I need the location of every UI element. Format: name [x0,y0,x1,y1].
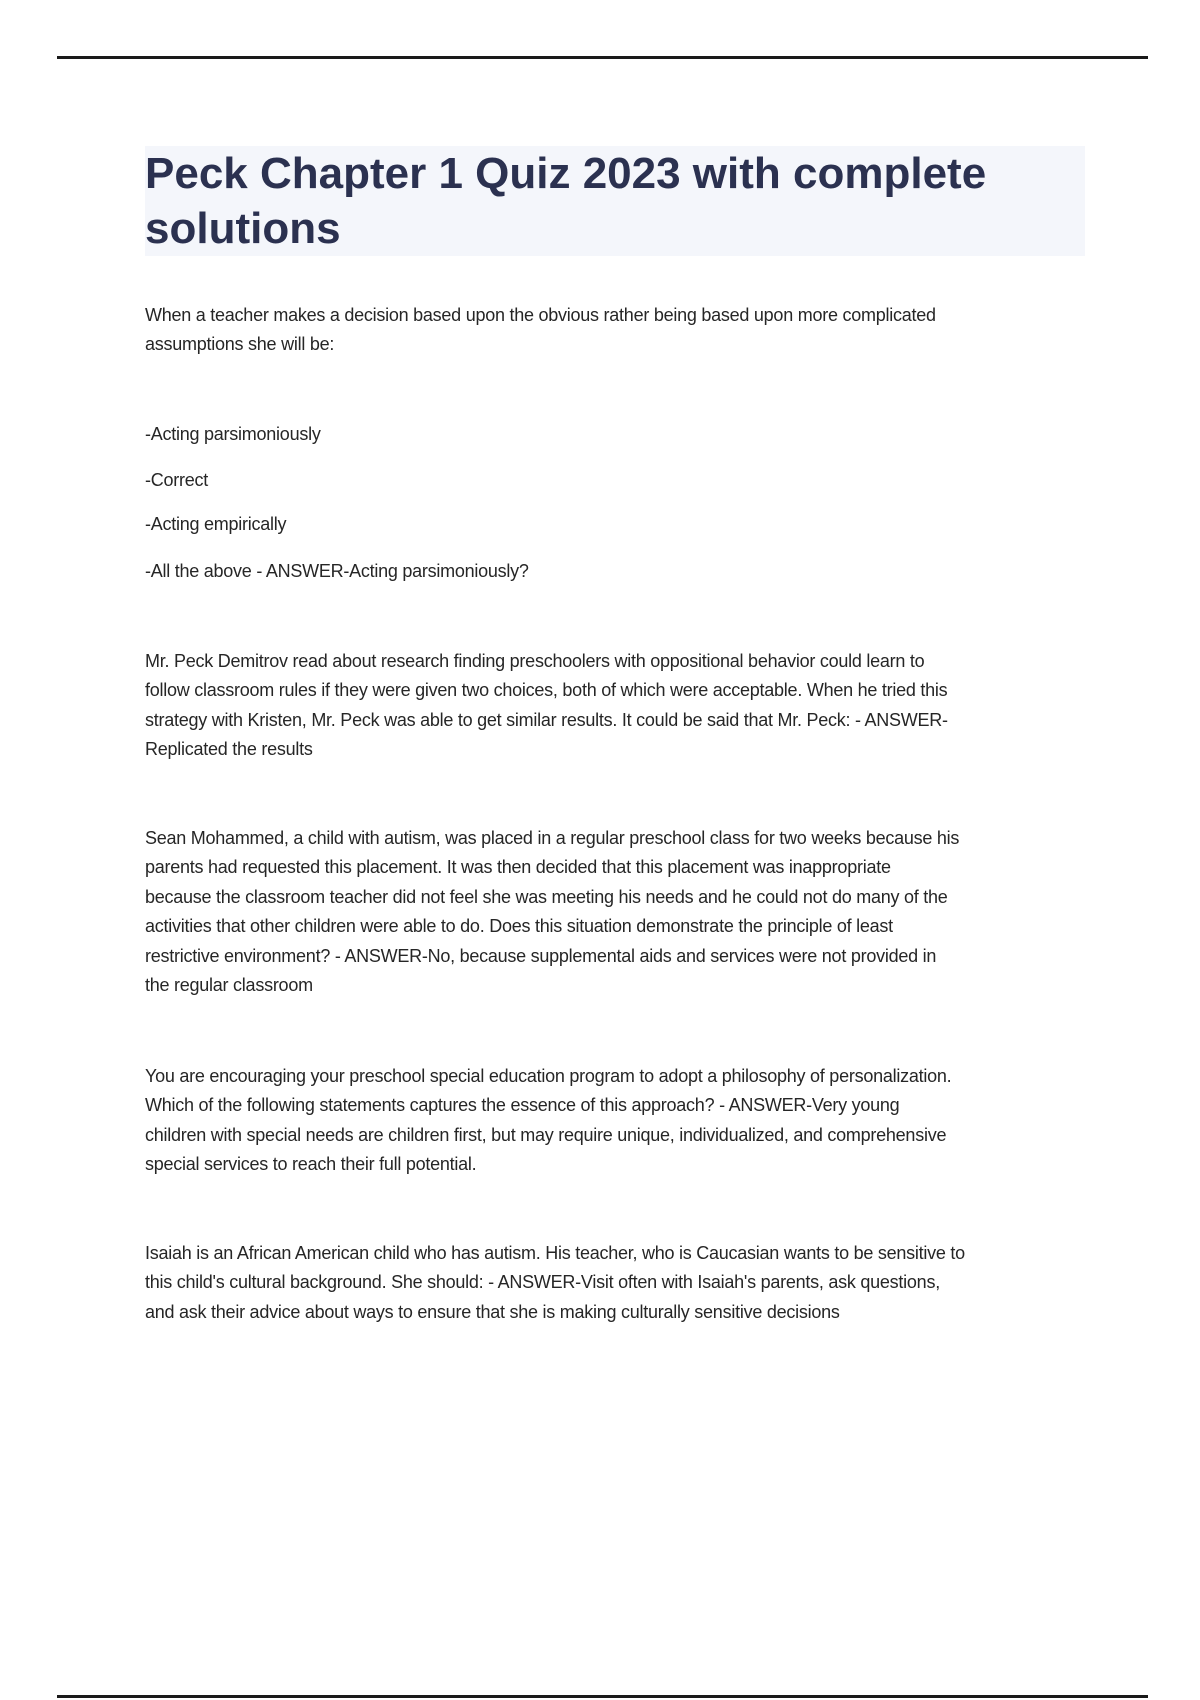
question-text: children with special needs are children first, but may require unique, individualized, and comprehensive [145,1124,947,1145]
question-text: Replicated the results [145,739,313,760]
question-text: activities that other children were able to do. Does this situation demonstrate the principle of least [145,916,893,937]
question-text: assumptions she will be: [145,334,335,355]
question-text: Which of the following statements captures the essence of this approach? - ANSWER-Very young [145,1095,900,1116]
question-text: parents had requested this placement. It was then decided that this placement was inappropriate [145,857,891,878]
question-2 [145,647,1105,765]
option [145,420,1105,449]
question-text: strategy with Kristen, Mr. Peck was able to get similar results. It could be said that Mr. Peck: - ANSWER- [145,709,948,730]
question-text: the regular classroom [145,975,313,996]
option-text: -Acting empirically [145,514,287,534]
option-text: -Correct [145,470,209,490]
question-text: restrictive environment? - ANSWER-No, because supplemental aids and services were not provided in [145,945,937,966]
title-banner [145,146,1085,256]
question-3 [145,824,1105,1000]
question-text: When a teacher makes a decision based upon the obvious rather being based upon more complicated [145,305,936,325]
question-text: and ask their advice about ways to ensure that she is making culturally sensitive decisions [145,1301,840,1322]
question-text: You are encouraging your preschool special education program to adopt a philosophy of personalization. [145,1066,952,1086]
title-line: solutions [145,204,341,253]
question-4 [145,1062,1105,1180]
question-5 [145,1239,1105,1327]
option [145,466,1105,495]
footer-rule [57,1695,1148,1698]
question-1 [145,301,1105,360]
document-title [145,146,1085,256]
option-text: -All the above - ANSWER-Acting parsimoniously? [145,561,529,581]
header-rule [57,56,1148,59]
question-text: Isaiah is an African American child who has autism. His teacher, who is Caucasian wants to be sensitive to [145,1243,965,1263]
question-text: Mr. Peck Demitrov read about research finding preschoolers with oppositional behavior could learn to [145,651,925,671]
option [145,557,1105,586]
question-text: because the classroom teacher did not feel she was meeting his needs and he could not do many of the [145,886,948,907]
option [145,510,1105,539]
question-text: this child's cultural background. She should: - ANSWER-Visit often with Isaiah's parents, ask questions, [145,1272,940,1293]
question-text: special services to reach their full potential. [145,1154,477,1175]
question-text: follow classroom rules if they were given two choices, both of which were acceptable. When he tried this [145,680,948,701]
option-text: -Acting parsimoniously [145,424,321,444]
question-text: Sean Mohammed, a child with autism, was placed in a regular preschool class for two weeks because his [145,828,960,848]
title-line: Peck Chapter 1 Quiz 2023 with complete [145,149,987,198]
